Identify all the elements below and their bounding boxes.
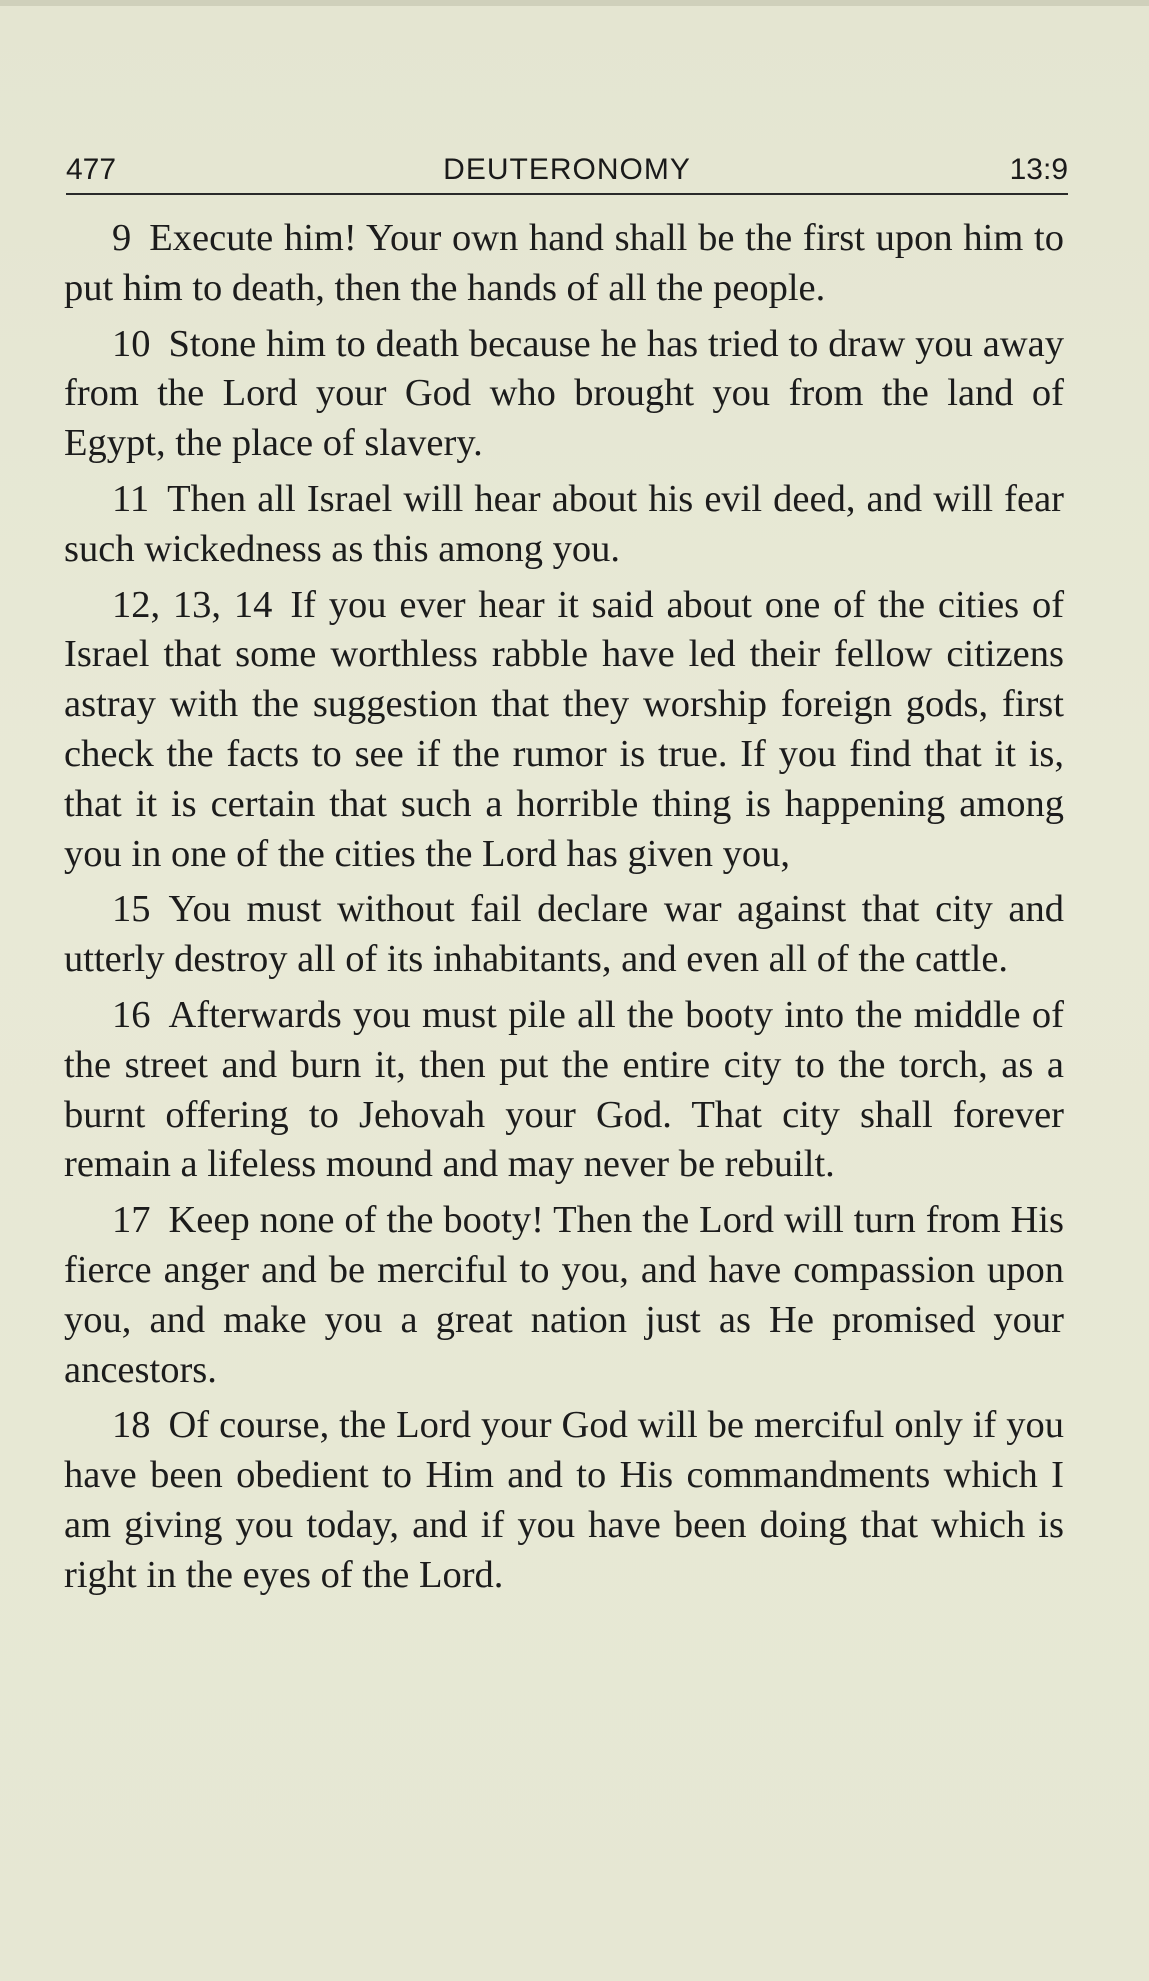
verse-text: Keep none of the booty! Then the Lord will turn from His fierce anger and be merciful to you, and have compassion upon you, and make you a great nation just as He promised your ancestors. — [64, 1199, 1064, 1391]
verse-paragraph — [64, 475, 1064, 575]
verse-text: Execute him! Your own hand shall be the first upon him to put him to death, then the hands of all the people. — [64, 217, 1064, 309]
verse-text-block — [64, 214, 1064, 1607]
verse-number: 9 — [112, 217, 132, 259]
verse-paragraph — [64, 1196, 1064, 1395]
page-number: 477 — [66, 153, 117, 186]
verse-text: Of course, the Lord your God will be merciful only if you have been obedient to Him and to His commandments which I am giving you today, and if you have been doing that which is right in the eyes of the Lord. — [64, 1404, 1064, 1596]
verse-number: 11 — [112, 477, 150, 520]
book-title: DEUTERONOMY — [443, 153, 691, 186]
verse-paragraph — [64, 991, 1064, 1190]
running-header — [66, 148, 1068, 192]
verse-number: 18 — [112, 1404, 151, 1447]
verse-paragraph — [64, 581, 1064, 880]
verse-text: If you ever hear it said about one of the cities of Israel that some worthless rabble have led their fellow citizens astray with the suggestion that they worship foreign gods, first check the facts to see if the rumor is true. If you find that it is, that it is certain that such a horrible thing is happening among you in one of the cities the Lord has given you, — [64, 583, 1065, 875]
verse-number: 16 — [112, 993, 151, 1036]
page-top-edge — [0, 0, 1149, 6]
verse-text: You must without fail declare war against that city and utterly destroy all of its inhabitants, and even all of the cattle. — [64, 888, 1064, 981]
chapter-verse-reference: 13:9 — [1009, 153, 1068, 186]
verse-paragraph — [64, 1401, 1064, 1600]
verse-paragraph — [64, 320, 1064, 469]
verse-number: 12, 13, 14 — [112, 583, 273, 626]
verse-text: Stone him to death because he has tried to draw you away from the Lord your God who brought you from the land of Egypt, the place of slavery. — [64, 322, 1064, 465]
verse-text: Afterwards you must pile all the booty into the middle of the street and burn it, then put the entire city to the torch, as a burnt offering to Jehovah your God. That city shall forever remain a lifeless mound and may never be rebuilt. — [64, 993, 1064, 1186]
verse-paragraph — [64, 885, 1064, 985]
verse-number: 17 — [112, 1199, 151, 1242]
header-rule — [66, 193, 1068, 195]
verse-number: 10 — [112, 322, 151, 365]
verse-paragraph — [64, 214, 1064, 314]
verse-text: Then all Israel will hear about his evil deed, and will fear such wickedness as this among you. — [64, 477, 1064, 570]
verse-number: 15 — [112, 888, 151, 931]
